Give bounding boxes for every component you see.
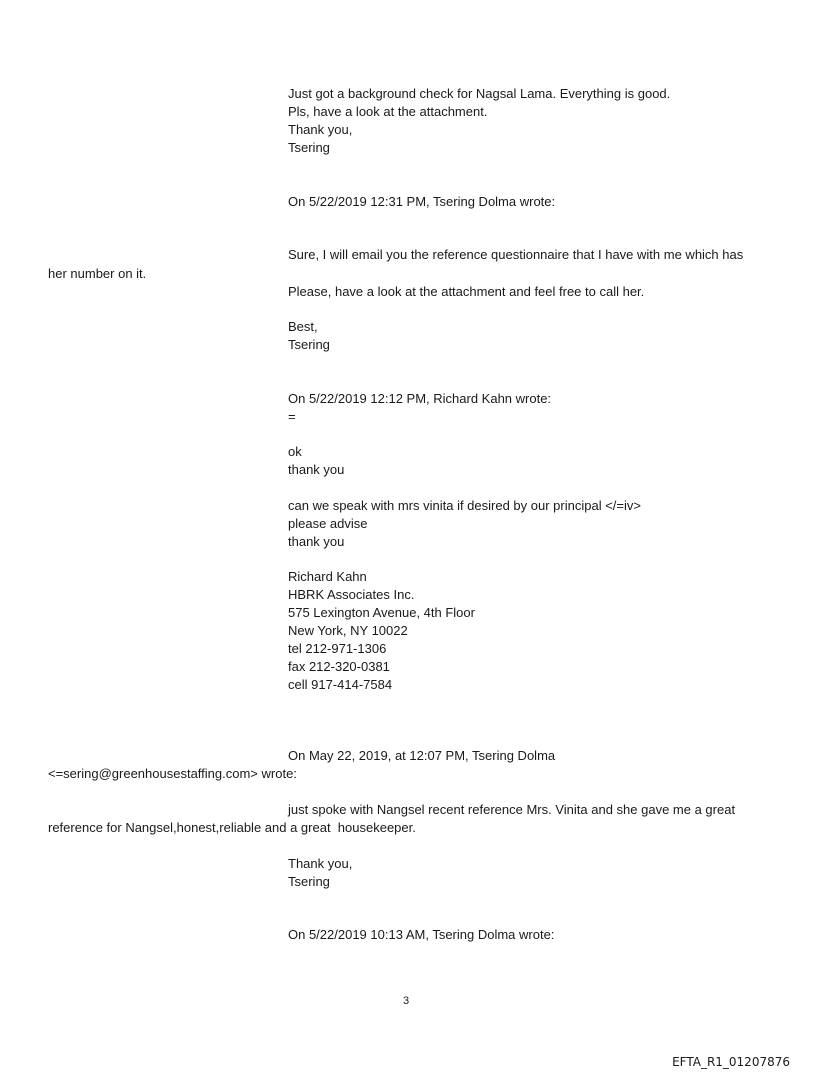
email-text-line: Thank you, [288,856,353,871]
email-text-line: can we speak with mrs vinita if desired by our principal </=iv> [288,498,641,513]
page-number: 3 [403,995,410,1007]
signature-name: Richard Kahn [288,569,367,584]
signature-cell: cell 917-414-7584 [288,677,393,692]
signature-fax: fax 212-320-0381 [288,659,390,674]
signature-tel: tel 212-971-1306 [288,641,387,656]
email-text-line: Please, have a look at the attachment and feel free to call her. [288,284,645,299]
email-text-line: ok [288,444,302,459]
signature-city: New York, NY 10022 [288,623,408,638]
email-signoff: Tsering [288,140,330,155]
email-text-line: Thank you, [288,122,353,137]
email-text-line: please advise [288,516,368,531]
email-text-line: Just got a background check for Nagsal Lama. Everything is good. [288,86,671,101]
quote-header: On 5/22/2019 12:31 PM, Tsering Dolma wrote: [288,194,556,209]
email-signoff: Tsering [288,874,330,889]
email-text-line: her number on it. [48,266,147,281]
signature-company: HBRK Associates Inc. [288,587,415,602]
email-text-line: just spoke with Nangsel recent reference Mrs. Vinita and she gave me a great [288,802,736,817]
email-text-line: Sure, I will email you the reference questionnaire that I have with me which has [288,247,744,262]
document-id: EFTA_R1_01207876 [672,1055,790,1069]
email-text-line: reference for Nangsel,honest,reliable and a great housekeeper. [48,820,416,835]
email-text-line: Best, [288,319,318,334]
quote-header: On 5/22/2019 10:13 AM, Tsering Dolma wrote: [288,927,555,942]
email-text-line: thank you [288,462,345,477]
quote-header: On 5/22/2019 12:12 PM, Richard Kahn wrote: [288,391,552,406]
email-text-line: Pls, have a look at the attachment. [288,104,488,119]
email-signoff: Tsering [288,337,330,352]
quote-header-continuation: = [288,409,296,424]
signature-address: 575 Lexington Avenue, 4th Floor [288,605,475,620]
quote-header: On May 22, 2019, at 12:07 PM, Tsering Dolma [288,748,556,763]
email-text-line: thank you [288,534,345,549]
quote-header-continuation: <=sering@greenhousestaffing.com> wrote: [48,766,297,781]
